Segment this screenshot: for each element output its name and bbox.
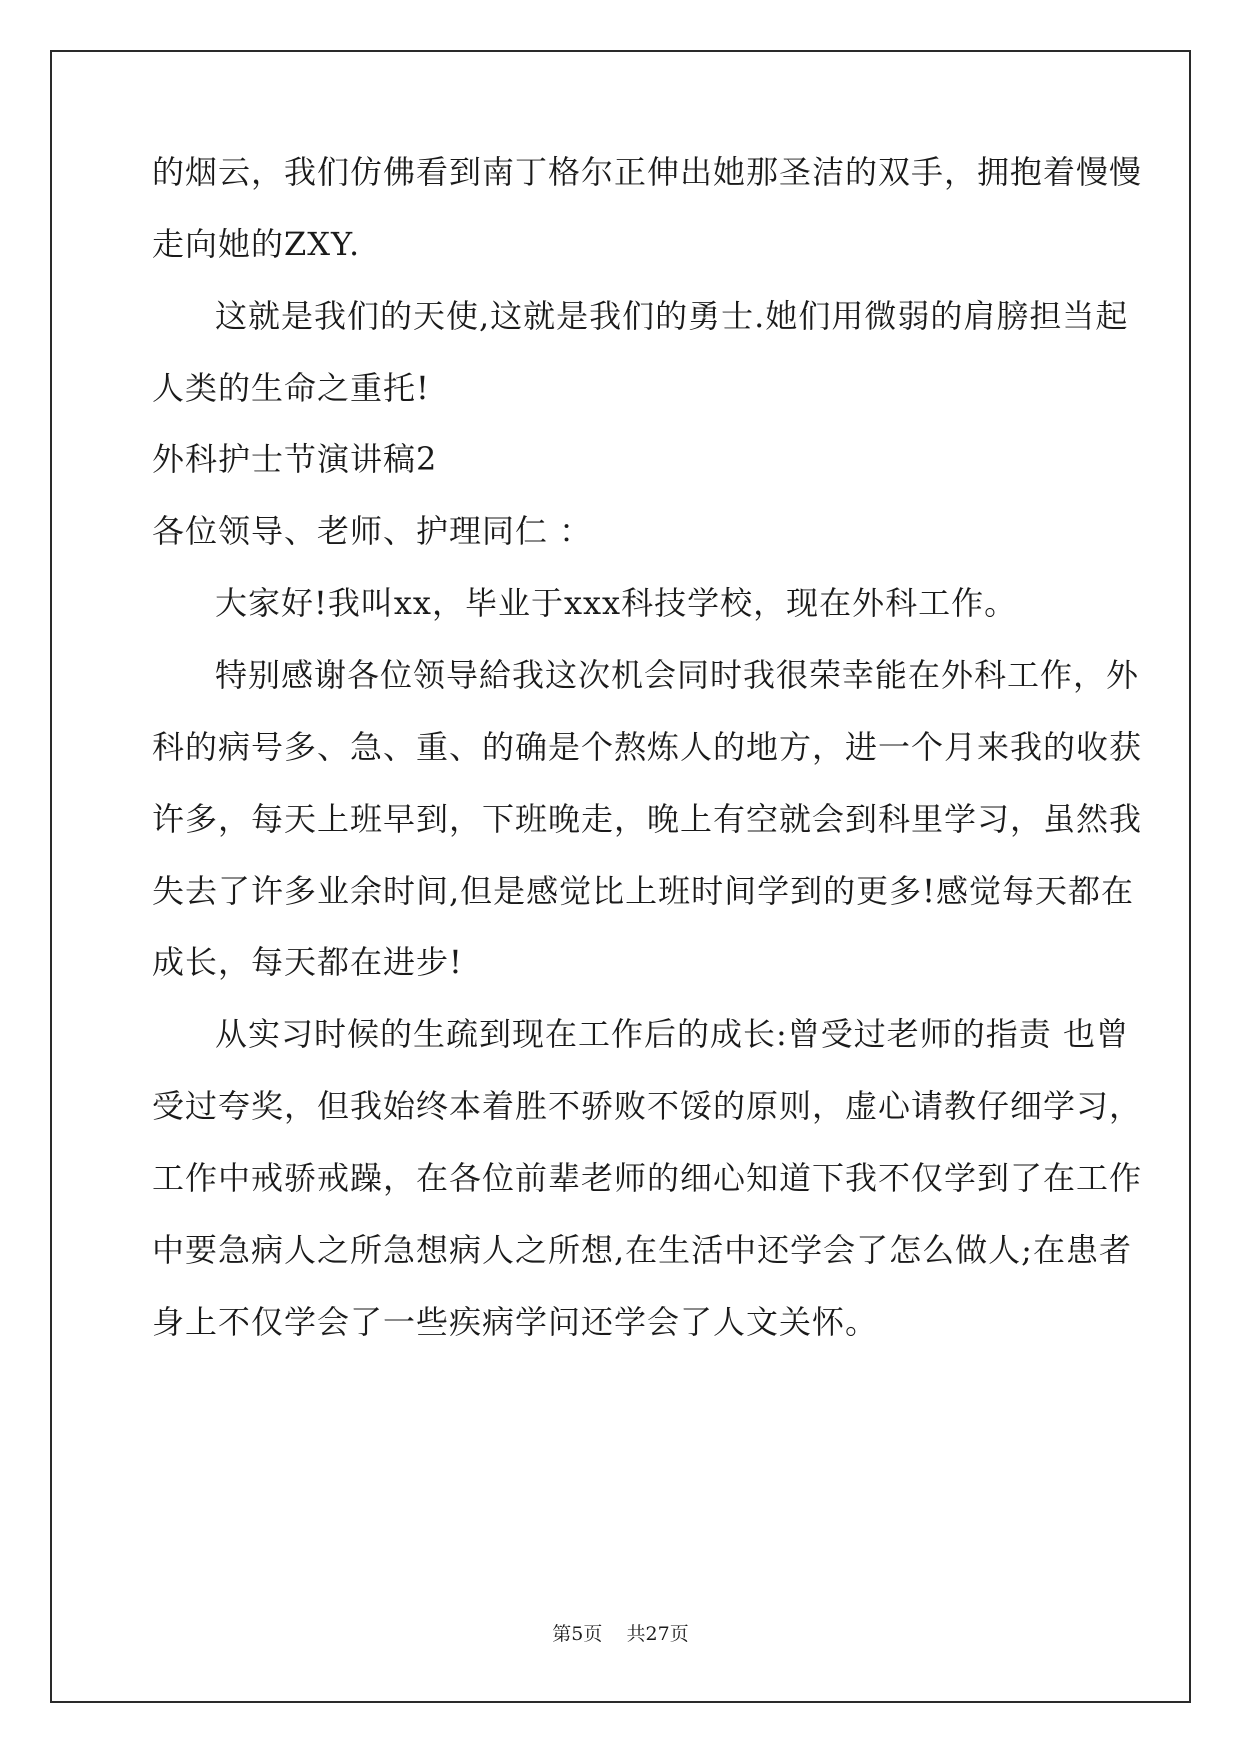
text-line: 大家好!我叫xx，毕业于xxx科技学校，现在外科工作。 <box>215 584 1018 622</box>
text-line: 中要急病人之所急想病人之所想,在生活中还学会了怎么做人;在患者 <box>152 1231 1132 1269</box>
text-line: 科的病号多、急、重、的确是个熬炼人的地方，进一个月来我的收获 <box>152 728 1143 766</box>
salutation: 各位领导、老师、护理同仁 ： <box>152 512 593 550</box>
text-line: 特别感谢各位领导給我这次机会同时我很荣幸能在外科工作，外 <box>215 656 1140 694</box>
text-line: 走向她的ZXY. <box>152 225 361 263</box>
text-line: 人类的生命之重托! <box>152 369 430 407</box>
section-heading: 外科护士节演讲稿2 <box>152 440 438 478</box>
text-line: 受过夸奖，但我始终本着胜不骄败不馁的原则，虚心请教仔细学习， <box>152 1087 1143 1125</box>
text-line: 成长，每天都在进步! <box>152 943 463 981</box>
text-line: 工作中戒骄戒躁，在各位前辈老师的细心知道下我不仅学到了在工作 <box>152 1159 1143 1197</box>
text-line: 的烟云，我们仿佛看到南丁格尔正伸出她那圣洁的双手，拥抱着慢慢 <box>152 153 1143 191</box>
text-line: 失去了许多业余时间,但是感觉比上班时间学到的更多!感觉每天都在 <box>152 872 1135 910</box>
text-line: 这就是我们的天使,这就是我们的勇士.她们用微弱的肩膀担当起 <box>215 297 1129 335</box>
page-number-footer: 第5页 共27页 <box>552 1623 689 1645</box>
text-line: 许多，每天上班早到，下班晚走，晚上有空就会到科里学习，虽然我 <box>152 800 1143 838</box>
text-line: 从实习时候的生疏到现在工作后的成长:曾受过老师的指责 也曾 <box>215 1015 1129 1053</box>
text-line: 身上不仅学会了一些疾病学问还学会了人文关怀。 <box>152 1303 879 1341</box>
